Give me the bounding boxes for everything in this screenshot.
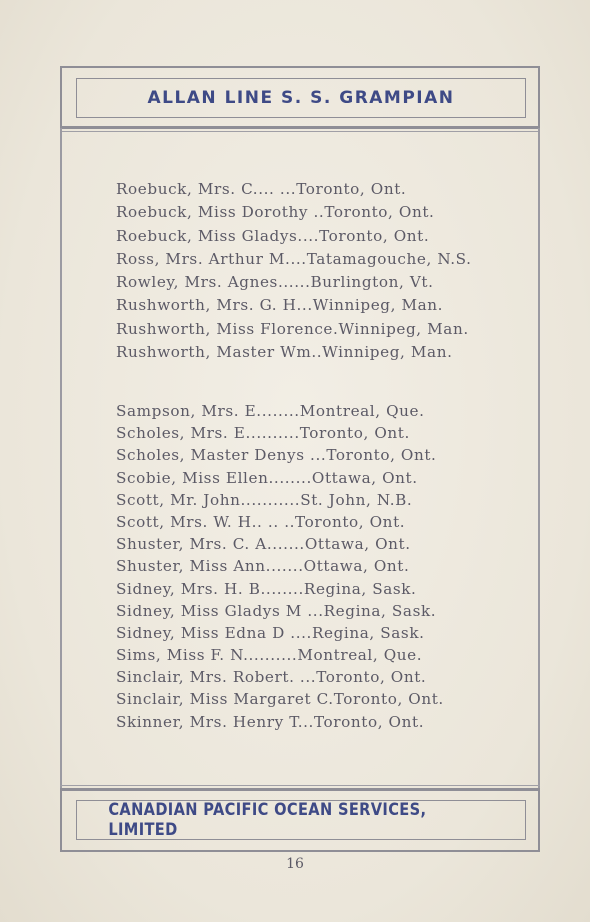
- passenger-list-s: [116, 400, 444, 733]
- list-item: Rushworth, Master Wm..Winnipeg, Man.: [116, 343, 453, 362]
- header-divider: [60, 126, 540, 129]
- list-item: Sampson, Mrs. E........Montreal, Que.: [116, 402, 425, 420]
- footer-divider-thin: [60, 785, 540, 786]
- list-item: Roebuck, Miss Dorothy ..Toronto, Ont.: [116, 203, 435, 222]
- list-item: Scholes, Mrs. E..........Toronto, Ont.: [116, 424, 410, 443]
- header-divider-thin: [60, 131, 540, 132]
- list-item: Scobie, Miss Ellen........Ottawa, Ont.: [116, 468, 418, 487]
- list-item: Sidney, Mrs. H. B........Regina, Sask.: [116, 579, 417, 598]
- left-border: [60, 128, 62, 788]
- footer-box: [76, 800, 526, 840]
- header-box: [76, 78, 526, 118]
- right-border: [538, 128, 540, 788]
- list-item: Roebuck, Mrs. C.... ...Toronto, Ont.: [116, 180, 407, 198]
- list-item: Shuster, Mrs. C. A.......Ottawa, Ont.: [116, 535, 411, 554]
- passenger-list-r: [116, 178, 472, 364]
- list-item: Rushworth, Mrs. G. H...Winnipeg, Man.: [116, 296, 444, 315]
- page-title: ALLAN LINE S. S. GRAMPIAN: [147, 88, 455, 108]
- list-item: Shuster, Miss Ann.......Ottawa, Ont.: [116, 557, 410, 576]
- list-item: Skinner, Mrs. Henry T...Toronto, Ont.: [116, 712, 425, 731]
- list-item: Ross, Mrs. Arthur M....Tatamagouche, N.S.: [116, 249, 472, 268]
- list-item: Roebuck, Miss Gladys....Toronto, Ont.: [116, 226, 430, 245]
- list-item: Rowley, Mrs. Agnes......Burlington, Vt.: [116, 273, 434, 292]
- list-item: Sidney, Miss Gladys M ...Regina, Sask.: [116, 601, 437, 620]
- list-item: Rushworth, Miss Florence.Winnipeg, Man.: [116, 319, 469, 338]
- page-number: 16: [286, 856, 304, 872]
- list-item: Sidney, Miss Edna D ....Regina, Sask.: [116, 623, 425, 642]
- list-item: Scott, Mrs. W. H.. .. ..Toronto, Ont.: [116, 512, 406, 531]
- list-item: Scholes, Master Denys ...Toronto, Ont.: [116, 446, 437, 465]
- list-item: Sinclair, Miss Margaret C.Toronto, Ont.: [116, 690, 444, 709]
- list-item: Sinclair, Mrs. Robert. ...Toronto, Ont.: [116, 668, 427, 687]
- list-item: Scott, Mr. John...........St. John, N.B.: [116, 490, 413, 509]
- footer-company: CANADIAN PACIFIC OCEAN SERVICES, LIMITED: [108, 800, 427, 840]
- list-item: Sims, Miss F. N..........Montreal, Que.: [116, 646, 423, 665]
